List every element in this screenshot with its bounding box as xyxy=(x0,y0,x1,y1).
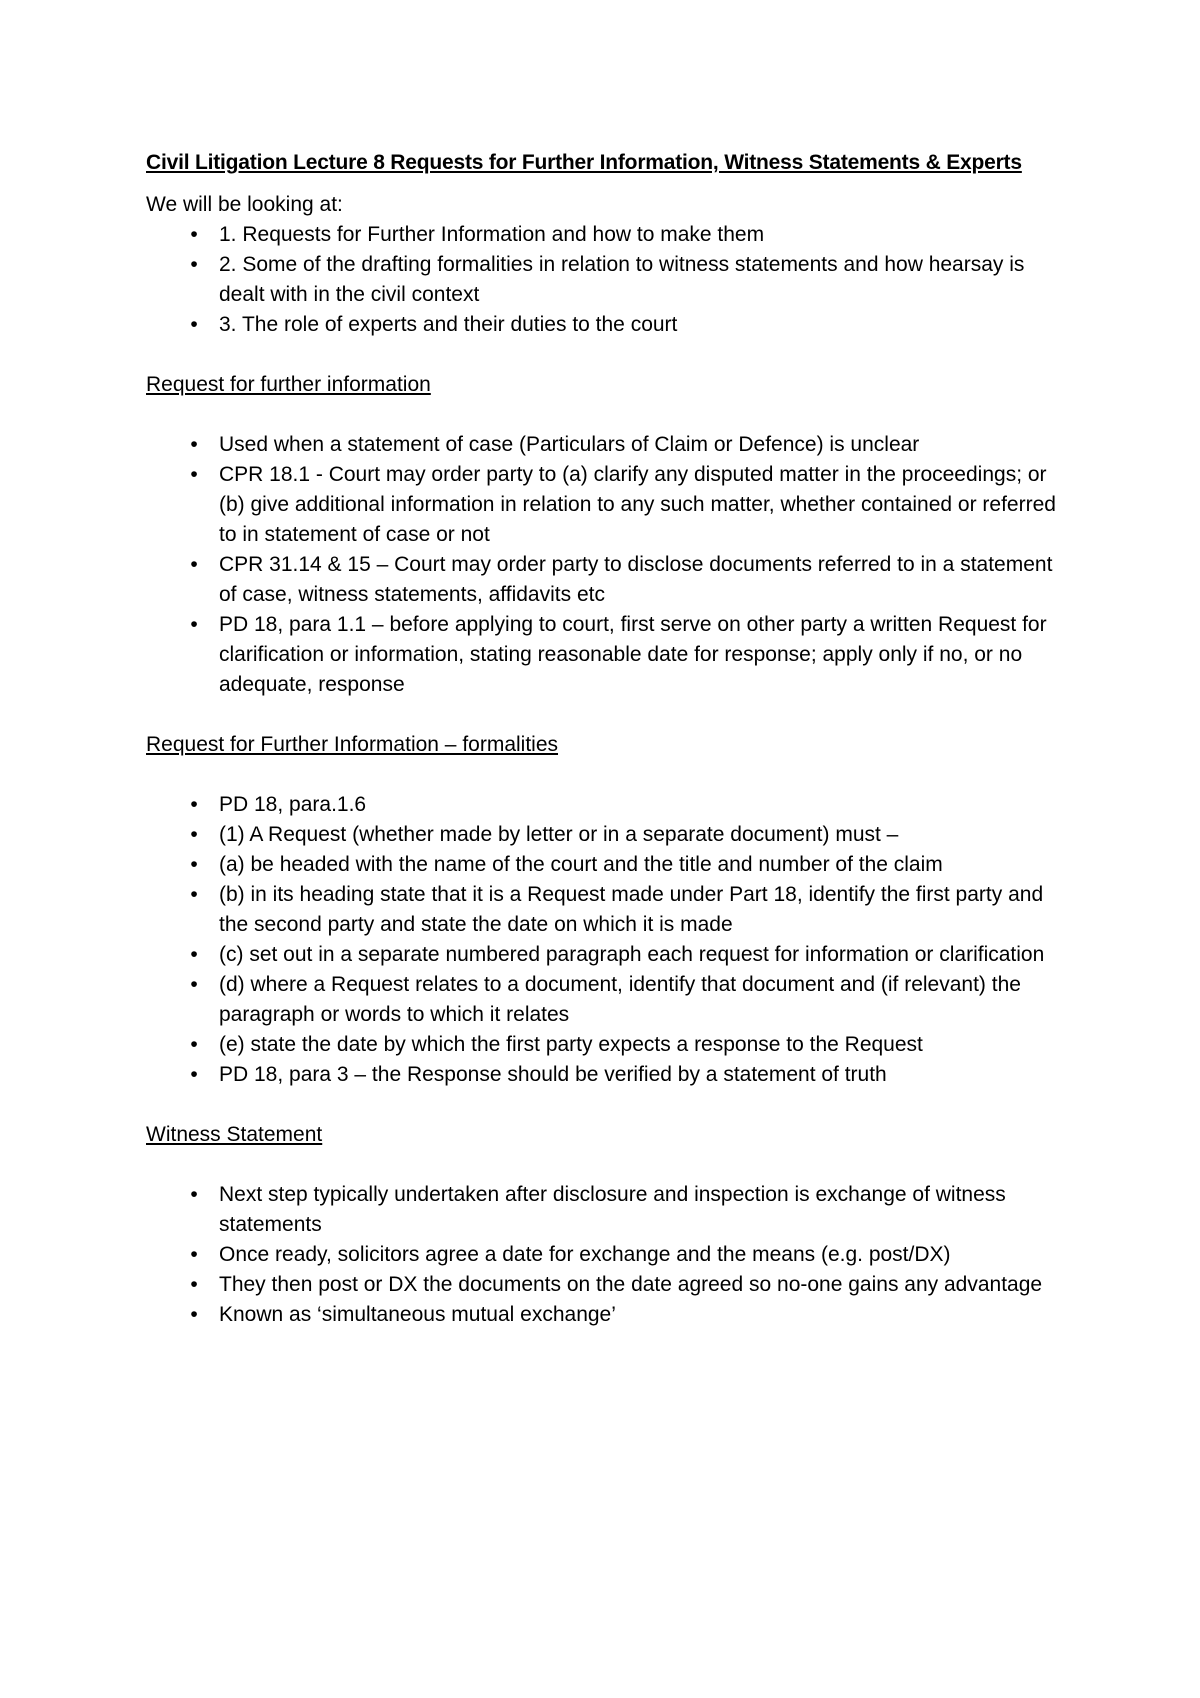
section-list-formalities xyxy=(146,790,1066,1090)
bullet-icon: • xyxy=(190,433,198,456)
list-item xyxy=(146,1180,1066,1240)
list-item-text: (d) where a Request relates to a document, identify that document and (if relevant) the paragraph or words to which it relates xyxy=(219,973,1021,1026)
bullet-icon: • xyxy=(190,1273,198,1296)
bullet-icon: • xyxy=(190,613,198,636)
list-item-text: Next step typically undertaken after disclosure and inspection is exchange of witness statements xyxy=(219,1183,1006,1236)
bullet-icon: • xyxy=(190,883,198,906)
list-item xyxy=(146,790,1066,820)
list-item xyxy=(146,1240,1066,1270)
spacer xyxy=(146,760,1066,790)
list-item xyxy=(146,880,1066,940)
bullet-icon: • xyxy=(190,1033,198,1056)
list-item-text: Known as ‘simultaneous mutual exchange’ xyxy=(219,1303,616,1326)
list-item-text: PD 18, para 3 – the Response should be verified by a statement of truth xyxy=(219,1063,887,1086)
bullet-icon: • xyxy=(190,1063,198,1086)
section-heading-formalities: Request for Further Information – formalities xyxy=(146,733,559,756)
spacer xyxy=(146,400,1066,430)
bullet-icon: • xyxy=(190,853,198,876)
list-item xyxy=(146,1060,1066,1090)
bullet-icon: • xyxy=(190,553,198,576)
document-title: Civil Litigation Lecture 8 Requests for Further Information, Witness Statements & Experts xyxy=(146,151,1022,174)
list-item xyxy=(146,820,1066,850)
bullet-icon: • xyxy=(190,463,198,486)
spacer xyxy=(146,340,1066,370)
list-item-text: CPR 31.14 & 15 – Court may order party to disclose documents referred to in a statement of case, witness statements, affidavits etc xyxy=(219,553,1053,606)
list-item-text: They then post or DX the documents on the date agreed so no-one gains any advantage xyxy=(219,1273,1043,1296)
list-item-text: 3. The role of experts and their duties to the court xyxy=(219,313,678,336)
bullet-icon: • xyxy=(190,1243,198,1266)
list-item xyxy=(146,1300,1066,1330)
list-item-text: (c) set out in a separate numbered paragraph each request for information or clarification xyxy=(219,943,1045,966)
bullet-icon: • xyxy=(190,1303,198,1326)
list-item-text: (a) be headed with the name of the court and the title and number of the claim xyxy=(219,853,943,876)
list-item-text: Once ready, solicitors agree a date for exchange and the means (e.g. post/DX) xyxy=(219,1243,951,1266)
spacer xyxy=(146,1150,1066,1180)
list-item xyxy=(146,250,1066,310)
section-heading-request-further-info: Request for further information xyxy=(146,373,431,396)
list-item xyxy=(146,850,1066,880)
list-item xyxy=(146,430,1066,460)
list-item-text: Used when a statement of case (Particulars of Claim or Defence) is unclear xyxy=(219,433,920,456)
list-item xyxy=(146,970,1066,1030)
list-item-text: CPR 18.1 - Court may order party to (a) clarify any disputed matter in the proceedings; or (b) give additional information in relation to any such matter, whether contained or referred to in statement of case or not xyxy=(219,463,1056,546)
intro-lead: We will be looking at: xyxy=(146,193,343,216)
bullet-icon: • xyxy=(190,793,198,816)
list-item xyxy=(146,610,1066,700)
bullet-icon: • xyxy=(190,223,198,246)
bullet-icon: • xyxy=(190,943,198,966)
spacer xyxy=(146,700,1066,730)
bullet-icon: • xyxy=(190,1183,198,1206)
list-item-text: 2. Some of the drafting formalities in relation to witness statements and how hearsay is dealt with in the civil context xyxy=(219,253,1025,306)
list-item xyxy=(146,460,1066,550)
list-item-text: PD 18, para 1.1 – before applying to court, first serve on other party a written Request for clarification or information, stating reasonable date for response; apply only if no, or no adequate, response xyxy=(219,613,1047,696)
list-item xyxy=(146,1270,1066,1300)
intro-list xyxy=(146,220,1066,340)
list-item-text: 1. Requests for Further Information and how to make them xyxy=(219,223,765,246)
list-item xyxy=(146,940,1066,970)
list-item xyxy=(146,550,1066,610)
bullet-icon: • xyxy=(190,823,198,846)
document-body xyxy=(146,148,1066,1330)
section-list-request-further-info xyxy=(146,430,1066,700)
list-item xyxy=(146,1030,1066,1060)
section-heading-witness-statement: Witness Statement xyxy=(146,1123,323,1146)
list-item-text: (b) in its heading state that it is a Request made under Part 18, identify the first party and the second party and state the date on which it is made xyxy=(219,883,1044,936)
section-list-witness-statement xyxy=(146,1180,1066,1330)
list-item xyxy=(146,310,1066,340)
list-item-text: (1) A Request (whether made by letter or in a separate document) must – xyxy=(219,823,899,846)
bullet-icon: • xyxy=(190,253,198,276)
list-item-text: PD 18, para.1.6 xyxy=(219,793,367,816)
bullet-icon: • xyxy=(190,973,198,996)
list-item xyxy=(146,220,1066,250)
list-item-text: (e) state the date by which the first party expects a response to the Request xyxy=(219,1033,923,1056)
spacer xyxy=(146,1090,1066,1120)
bullet-icon: • xyxy=(190,313,198,336)
